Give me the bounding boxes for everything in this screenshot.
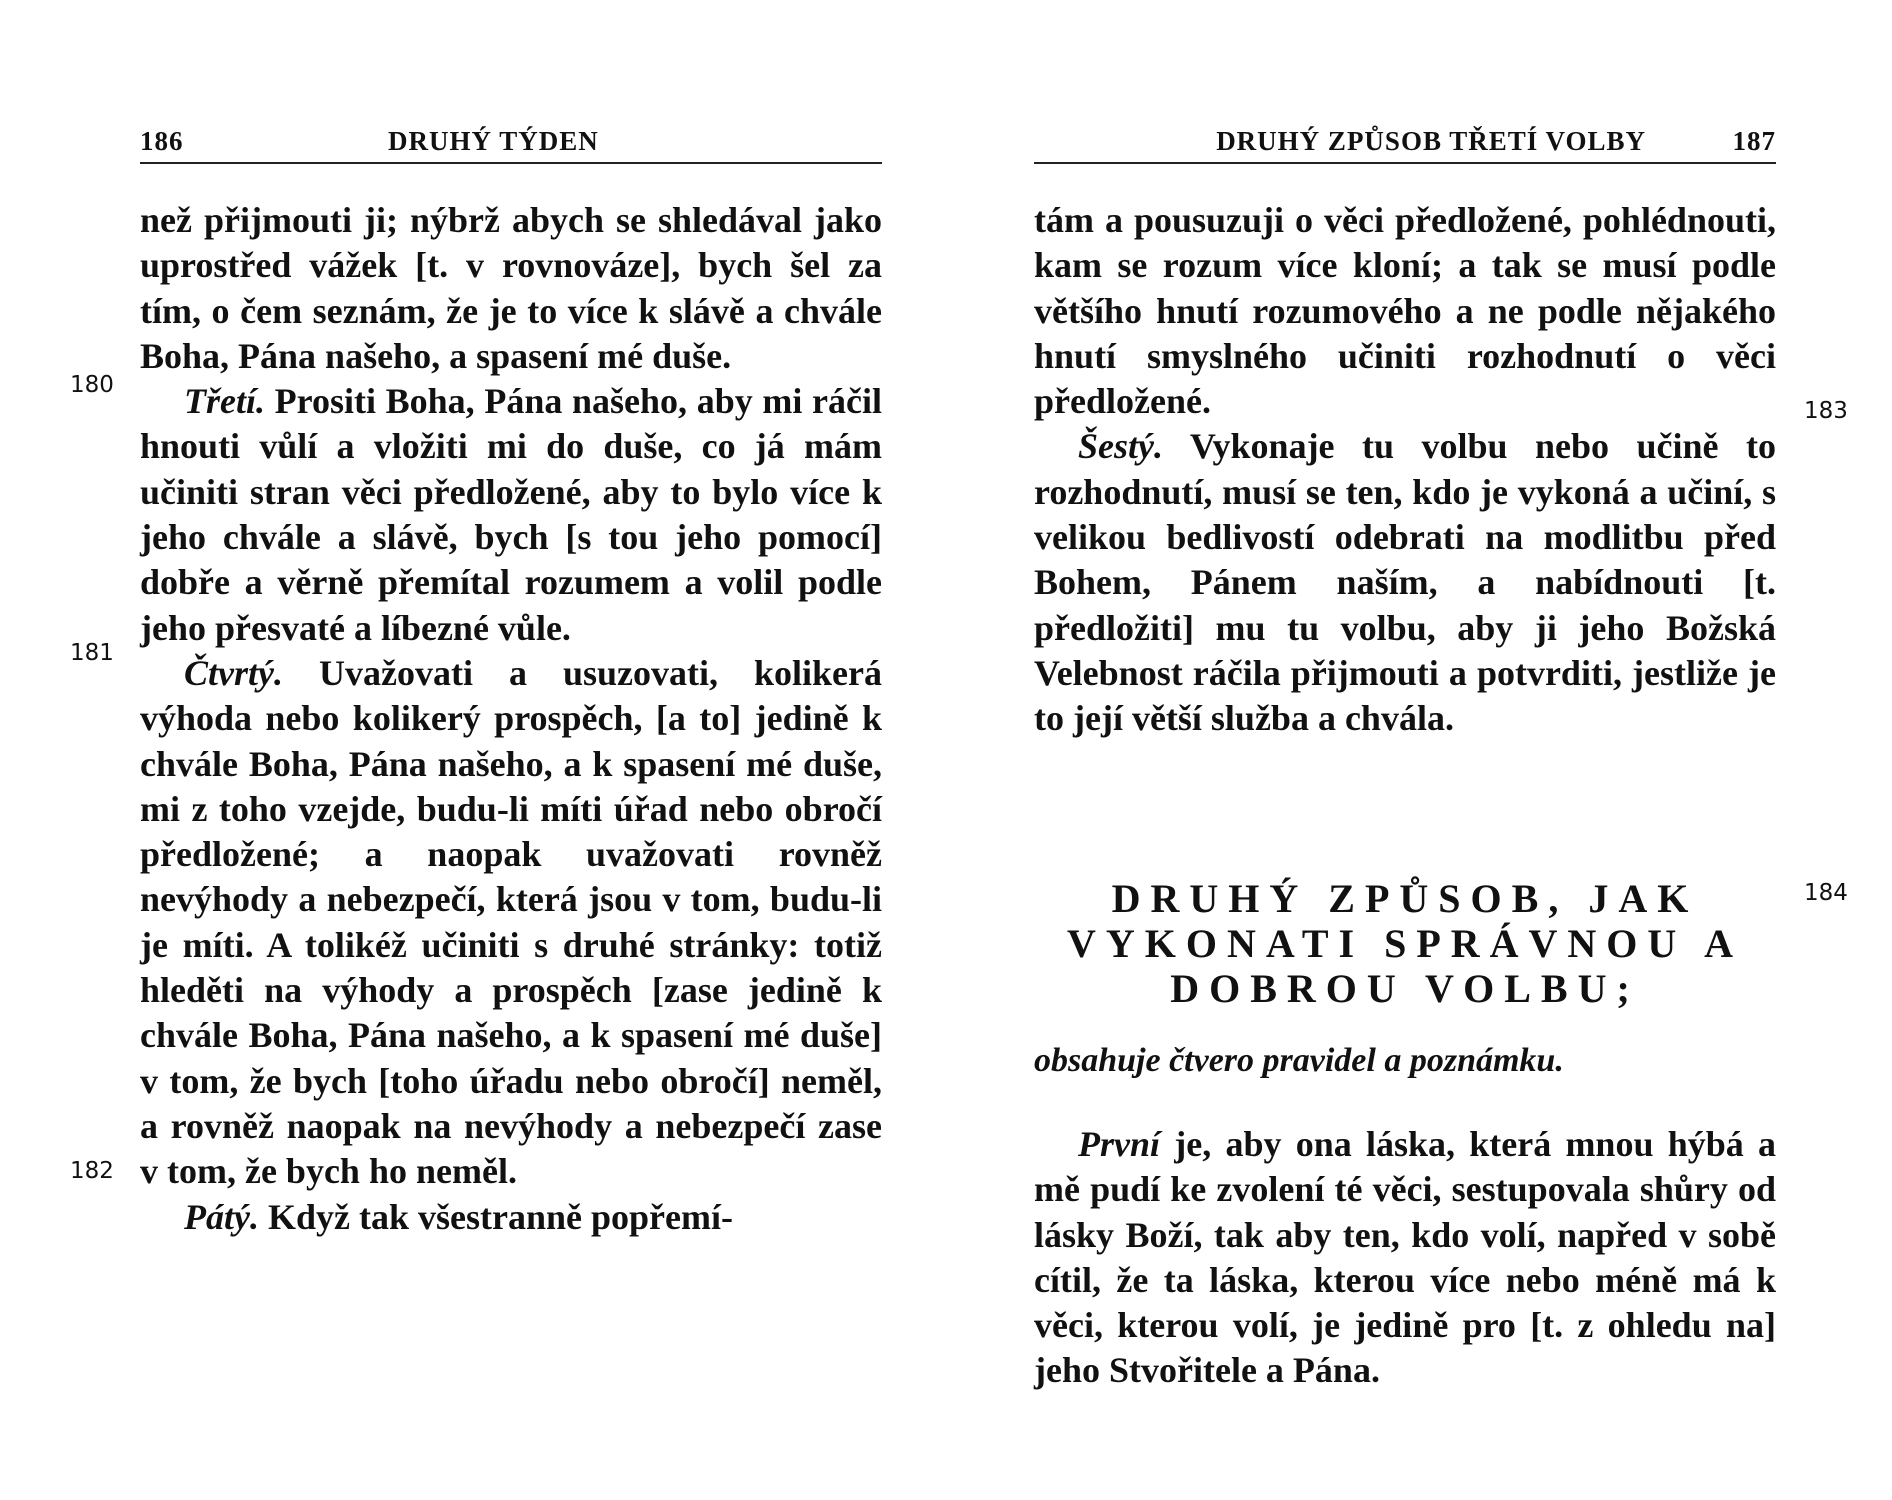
right-page-body (1034, 198, 1776, 742)
paragraph-lead: První (1078, 1124, 1161, 1164)
paragraph-text: Když tak všestranně popřemí- (258, 1196, 733, 1237)
page-number-right: 187 (1732, 126, 1776, 156)
paragraph-lead: Třetí. (184, 381, 265, 422)
section-title-line: DRUHÝ ZPŮSOB, JAK (1111, 876, 1699, 921)
running-head-left (140, 118, 882, 164)
paragraph-text: Prositi Boha, Pána našeho, aby mi ráčil hnouti vůlí a vložiti mi do duše, co já mám učiniti stran věci předložené, aby to bylo více k jeho chvále a slávě, bych [s tou jeho pomocí] dobře a věrně přemítal rozumem a volil podle jeho přesvaté a líbezné vůle. (140, 381, 882, 648)
right-page (946, 0, 1892, 1500)
paragraph-text: je, aby ona láska, která mnou hýbá a mě pudí ke zvolení té věci, sestupovala shůry od lásky Boží, tak aby ten, kdo volí, napřed v sobě cítil, že ta láska, kterou více nebo méně má k věci, kterou volí, je jedině pro [t. z ohledu na] jeho Stvořitele a Pána. (1034, 1124, 1776, 1391)
margin-number-183: 183 (1804, 398, 1848, 424)
page-number-left: 186 (140, 126, 184, 156)
rule-first-paragraph (1034, 1122, 1776, 1394)
continued-paragraph: tám a pousuzuji o věci předložené, pohlédnouti, kam se rozum více kloní; a tak se musí podle většího hnutí rozumového a ne podle nějakého hnutí smyslného učiniti rozhodnutí o věci předložené. (1034, 200, 1776, 422)
paragraph-text: Uvažovati a usuzovati, kolikerá výhoda nebo kolikerý prospěch, [a to] jedině k chvále Boha, Pána našeho, a k spasení mé duše, mi z toho vzejde, budu-li míti úřad nebo obročí předložené; a naopak uvažovati rovněž nevýhody a nebezpečí, která jsou v tom, budu-li je míti. A tolikéž učiniti s druhé stránky: totiž hleděti na výhody a prospěch [zase jedině k chvále Boha, Pána našeho, a k spasení mé duše] v tom, že bych [toho úřadu nebo obročí] neměl, a rovněž naopak na nevýhody a nebezpečí zase v tom, že bych ho neměl. (140, 652, 882, 1192)
left-page-body (140, 198, 882, 1240)
margin-number-184: 184 (1804, 880, 1848, 906)
section-title-line: DOBROU VOLBU; (1170, 966, 1640, 1011)
section-subtitle: obsahuje čtvero pravidel a poznámku. (1034, 1042, 1564, 1079)
paragraph-181 (140, 651, 882, 1195)
section-title (1034, 876, 1776, 1011)
paragraph-183 (1034, 424, 1776, 741)
paragraph-lead: Šestý. (1078, 426, 1163, 467)
margin-number-182: 182 (70, 1158, 114, 1184)
section-title-line: VYKONATI SPRÁVNOU A (1067, 921, 1743, 966)
running-head-right (1034, 118, 1776, 164)
running-head-title-left: DRUHÝ TÝDEN (388, 126, 599, 156)
margin-number-180: 180 (70, 372, 114, 398)
paragraph-182 (140, 1195, 882, 1240)
continued-paragraph: než přijmouti ji; nýbrž abych se shledával jako uprostřed vážek [t. v rovnováze], bych šel za tím, o čem seznám, že je to více k slávě a chvále Boha, Pána našeho, a spasení mé duše. (140, 200, 882, 376)
paragraph-text: Vykonaje tu volbu nebo učině to rozhodnutí, musí se ten, kdo je vykoná a učiní, s velikou bedlivostí odebrati na modlitbu před Bohem, Pánem naším, a nabídnouti [t. předložiti] mu tu volbu, aby ji jeho Božská Velebnost ráčila přijmouti a potvrditi, jestliže je to její větší služba a chvála. (1034, 426, 1776, 739)
paragraph-lead: Pátý. (184, 1196, 259, 1237)
paragraph-lead: Čtvrtý. (184, 652, 283, 693)
margin-number-181: 181 (70, 640, 114, 666)
running-head-title-right: DRUHÝ ZPŮSOB TŘETÍ VOLBY (1216, 126, 1646, 156)
paragraph-180 (140, 379, 882, 651)
